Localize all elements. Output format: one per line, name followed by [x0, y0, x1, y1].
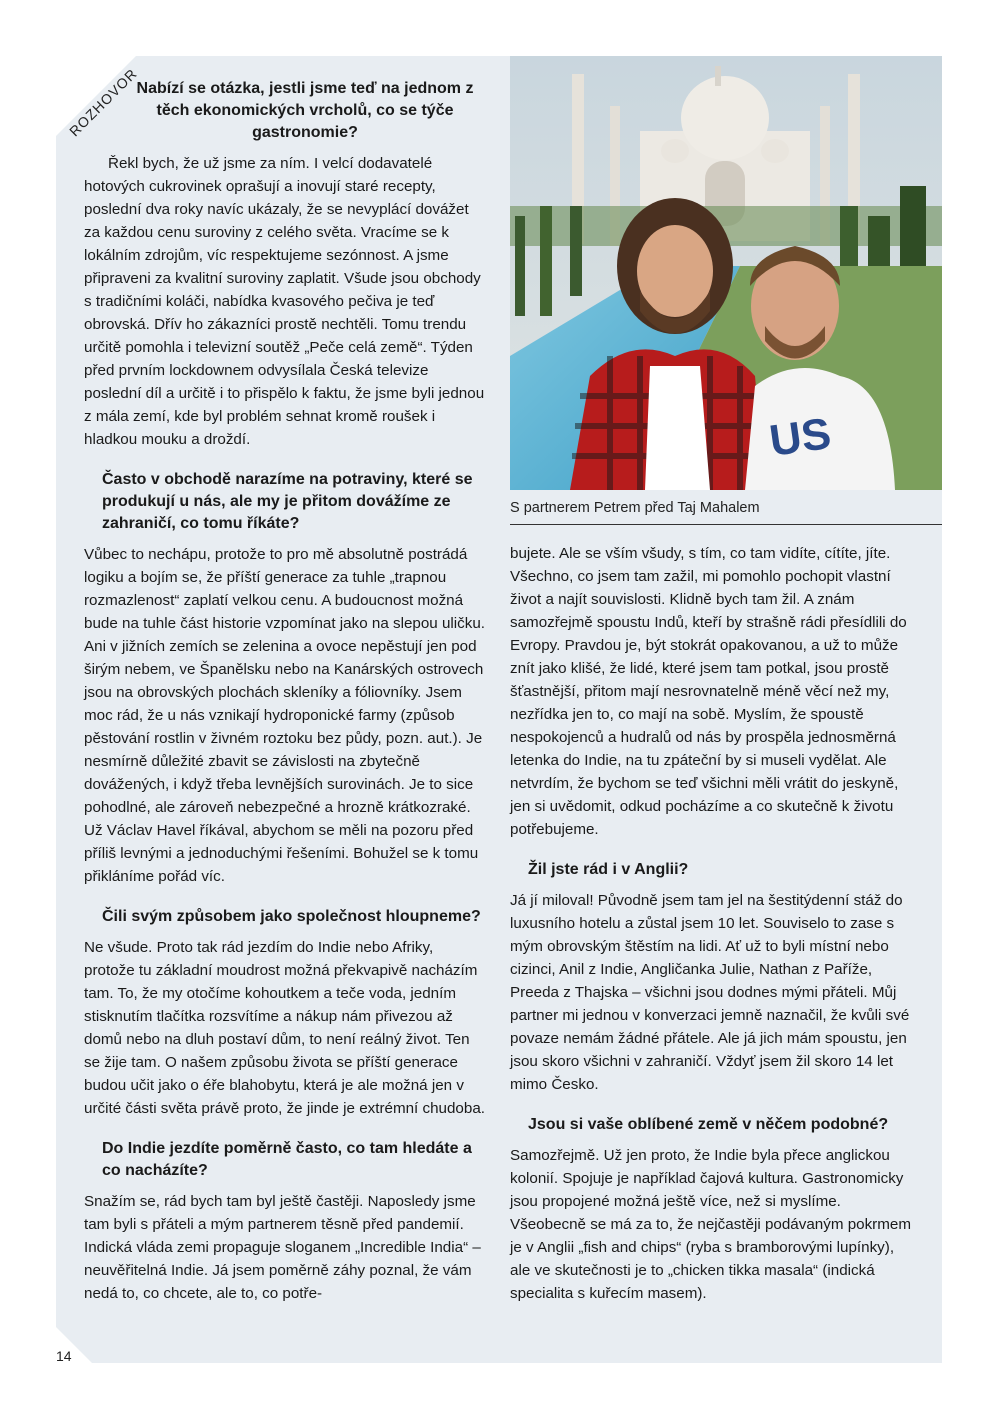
answer: bujete. Ale se vším všudy, s tím, co tam vidíte, cítíte, jíte. Všechno, co jsem tam zažil, mi pomohlo pochopit vlastní život a najít souvislosti. Klidně bych tam žil. A znám samozřejmě spoustu Indů, kteří by strašně rádi přesídlili do Evropy. Pravdou je, být stokrát opakovanou, a už to může znít jako klišé, že lidé, které jsem tam potkal, jsou prostě šťastnější, přitom mají nesrovnatelně méně věcí než my, nezřídka jen to, co mají na sobě. Myslím, že spoustě nespokojenců a hudralů od nás by prospěla jednosměrná letenka do Indie, na tu zpáteční by si museli vydělat. Ale netvrdím, že bychom se teď všichni měli vrátit do jeskyně, jen si uvědomit, odkud pocházíme a co skutečně k životu potřebujeme. — [510, 545, 907, 838]
question: Do Indie jezdíte poměrně často, co tam hledáte a co nacházíte? — [102, 1140, 472, 1179]
page-number: 14 — [56, 1348, 72, 1364]
qa-block — [84, 469, 486, 888]
taj-mahal-photo-illustration — [510, 56, 942, 490]
qa-block — [84, 906, 486, 1120]
answer: Samozřejmě. Už jen proto, že Indie byla přece anglickou kolonií. Spojuje je například čajová kultura. Gastronomicky jsou propojené možná ještě více, než si myslíme. Všeobecně se má za to, že nejčastěji podávaným pokrmem je v Anglii „fish and chips“ (ryba s bramborovými lupínky), ale ve skutečnosti je to „chicken tikka masala“ (indická specialita s kuřecím masem). — [510, 1147, 911, 1302]
article-photo — [510, 56, 942, 490]
question: Čili svým způsobem jako společnost hloupneme? — [102, 908, 481, 925]
question: Žil jste rád i v Anglii? — [528, 861, 689, 878]
qa-block — [84, 78, 486, 451]
question: Často v obchodě narazíme na potraviny, které se produkují u nás, ale my je přitom dovážíme ze zahraničí, co tomu říkáte? — [102, 471, 473, 532]
right-column — [510, 542, 912, 1323]
answer: Ne všude. Proto tak rád jezdím do Indie nebo Afriky, protože tu základní moudrost možná překvapivě nacházím tam. To, že my otočíme kohoutkem a teče voda, jedním stisknutím tlačítka rozsvítíme a nákup nám přivezou až domů nebo na dluh postaví dům, to není reálný život. Ten se žije tam. O našem způsobu života se příští generace budou učit jako o éře blahobytu, která je ale možná jen v určité části světa právě proto, že jinde je extrémní chudoba. — [84, 939, 485, 1117]
answer: Vůbec to nechápu, protože to pro mě absolutně postrádá logiku a bojím se, že příští generace za tuhle „trapnou rozmazlenost“ zaplatí velkou cenu. A budoucnost možná bude na tuhle část historie vzpomínat jako na slepou uličku. Ani v jižních zemích se zelenina a ovoce nepěstují jen pod širým nebem, ve Španělsku nebo na Kanárských ostrovech jsou na obrovských plochách skleníky a fóliovníky. Jsem moc rád, že u nás vznikají hydroponické farmy (způsob pěstování rostlin v živném roztoku bez půdy, pozn. aut.). Je nesmírně důležité zbavit se závislosti na zbytečně dovážených, i když třeba levnějších surovinách. Je to sice pohodlné, ale zároveň nebezpečné a hrozně krátkozraké. Už Václav Havel říkával, abychom se měli na pozoru před příliš levnými a jednoduchými řešeními. Bohužel se k tomu přikláníme pořád víc. — [84, 546, 486, 885]
left-column — [84, 78, 486, 1323]
qa-block — [84, 1138, 486, 1305]
section-tag: ROZHOVOR — [66, 65, 141, 140]
shirt-print: US — [766, 408, 834, 466]
qa-block — [510, 859, 912, 1096]
question: Nabízí se otázka, jestli jsme teď na jednom z těch ekonomických vrcholů, co se týče gastronomie? — [136, 80, 474, 141]
answer: Já jí miloval! Původně jsem tam jel na šestitýdenní stáž do luxusního hotelu a zůstal jsem 10 let. Souviselo to zase s mým obrovským štěstím na lidi. Ať už to byli místní nebo cizinci, Anil z Indie, Angličanka Julie, Nathan z Paříže, Preeda z Thajska – všichni jsou dodnes mými přáteli. Můj partner mi jednou v konverzaci jemně naznačil, že kvůli své povaze nemám žádné přátele. Ale já jich mám spoustu, jen jsou skoro všichni v zahraničí. Vždyť jsem žil skoro 14 let mimo Česko. — [510, 892, 910, 1093]
photo-caption: S partnerem Petrem před Taj Mahalem — [510, 500, 942, 525]
qa-block — [510, 1114, 912, 1305]
question: Jsou si vaše oblíbené země v něčem podobné? — [528, 1116, 889, 1133]
qa-block — [510, 542, 912, 841]
answer: Snažím se, rád bych tam byl ještě častěji. Naposledy jsme tam byli s přáteli a mým partnerem těsně před pandemií. Indická vláda zemi propaguje sloganem „Incredible India“ – neuvěřitelná Indie. Já jsem poměrně záhy poznal, že vám nedá to, co chcete, ale to, co potře- — [84, 1193, 481, 1302]
answer: Řekl bych, že už jsme za ním. I velcí dodavatelé hotových cukrovinek oprašují a inovují staré recepty, poslední dva roky navíc ukázaly, že se nevyplácí dovážet za každou cenu suroviny z celého světa. Vracíme se k lokálním zdrojům, víc respektujeme sezónnost. A jsme připraveni za kvalitní suroviny zaplatit. Všude jsou obchody s tradičními koláči, nabídka kvasového pečiva je teď obrovská. Dřív ho zákazníci prostě nechtěli. Tomu trendu určitě pomohla i televizní soutěž „Peče celá země“. Týden před prvním lockdownem odvysílala Česká televize poslední díl a určitě i to přispělo k faktu, že jsme byli jednou z mála zemí, kde byl problém sehnat kromě roušek i hladkou mouku a droždí. — [84, 155, 485, 448]
